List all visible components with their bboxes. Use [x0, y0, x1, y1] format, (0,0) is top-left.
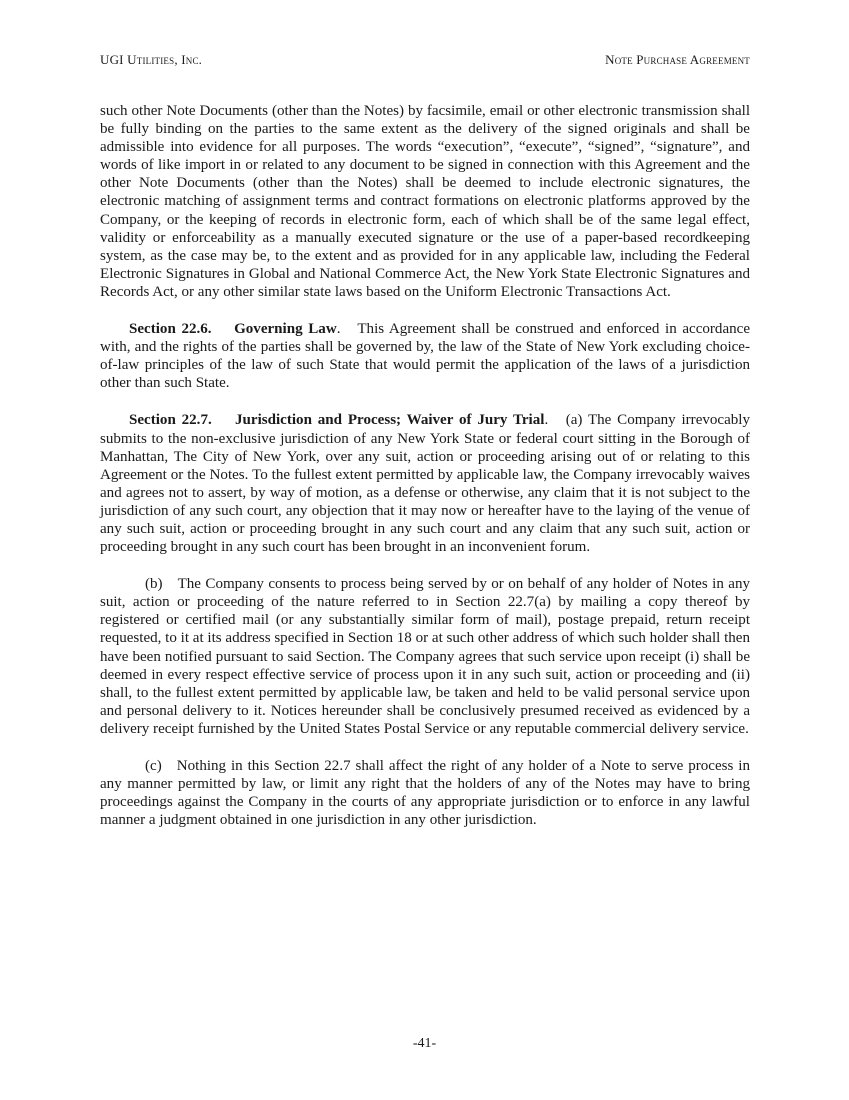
section-22-6-paragraph: Section 22.6. Governing Law. This Agreement shall be construed and enforced in accordance with, and the rights of the parties shall be governed by, the law of the State of New York excluding choice-of-law principles of the law of such State that would permit the application of the laws of a jurisdiction other than such State. — [100, 321, 751, 392]
header-company-name: UGI Utilities, Inc. — [100, 52, 203, 67]
section-22-7-paragraph-a: Section 22.7. Jurisdiction and Process; Waiver of Jury Trial. (a) The Company irrevocably submits to the non-exclusive jurisdiction of any New York State or federal court sitting in the Borough of Manhattan, The City of New York, over any suit, action or proceeding arising out of or relating to this Agreement or the Notes. To the fullest extent permitted by applicable law, the Company irrevocably waives and agrees not to assert, by way of motion, as a defense or otherwise, any claim that it is not subject to the jurisdiction of any such court, any objection that it may now or hereafter have to the laying of the venue of any such suit, action or proceeding brought in any such court and any claim that any such suit, action or proceeding brought in any such court has been brought in an inconvenient forum. — [100, 412, 751, 556]
section-22-7-number: Section 22.7. — [129, 412, 212, 429]
section-22-6-text: This Agreement shall be construed and enforced in accordance with, and the rights of the parties shall be governed by, the law of the State of New York excluding choice-of-law principles of the law of such State that would permit the application of the laws of a jurisdiction other than such State. — [100, 321, 751, 392]
section-22-7-title: Jurisdiction and Process; Waiver of Jury Trial — [235, 412, 545, 429]
continuation-paragraph: such other Note Documents (other than the Notes) by facsimile, email or other electronic transmission shall be fully binding on the parties to the same extent as the delivery of the signed originals and shall be admissible into evidence for all purposes. The words “execution”, “execute”, “signed”, “signature”, and words of like import in or related to any document to be signed in connection with this Agreement and the other Note Documents (other than the Notes) shall be deemed to include electronic signatures, the electronic matching of assignment terms and contract formations on electronic platforms approved by the Company, or the keeping of records in electronic form, each of which shall be of the same legal effect, validity or enforceability as a manually executed signature or the use of a paper-based recordkeeping system, as the case may be, to the extent and as provided for in any applicable law, including the Federal Electronic Signatures in Global and National Commerce Act, the New York State Electronic Signatures and Records Act, or any other similar state laws based on the Uniform Electronic Transactions Act. — [100, 103, 750, 300]
section-22-6-title: Governing Law — [234, 321, 337, 338]
header-document-title: Note Purchase Agreement — [605, 52, 750, 67]
section-22-7-paragraph-c: (c) Nothing in this Section 22.7 shall affect the right of any holder of a Note to serve process in any manner permitted by law, or limit any right that the holders of any of the Notes may have to bring proceedings against the Company in the courts of any appropriate jurisdiction or to enforce in any lawful manner a judgment obtained in one jurisdiction in any other jurisdiction. — [100, 758, 750, 829]
page-header — [100, 52, 750, 72]
page-number: -41- — [412, 1036, 437, 1051]
section-22-7-text-a: (a) The Company irrevocably submits to the non-exclusive jurisdiction of any New York State or federal court sitting in the Borough of Manhattan, The City of New York, over any suit, action or proceeding arising out of or relating to this Agreement or the Notes. To the fullest extent permitted by applicable law, the Company irrevocably waives and agrees not to assert, by way of motion, as a defense or otherwise, any claim that it is not subject to the jurisdiction of any such court, any objection that it may now or hereafter have to the laying of the venue of any such suit, action or proceeding brought in any such court and any claim that any such suit, action or proceeding brought in any such court has been brought in an inconvenient forum. — [100, 412, 751, 556]
section-22-6-number: Section 22.6. — [129, 321, 212, 338]
document-body — [100, 102, 750, 848]
section-22-7-paragraph-b: (b) The Company consents to process being served by or on behalf of any holder of Notes in any suit, action or proceeding of the nature referred to in Section 22.7(a) by mailing a copy thereof by registered or certified mail (or any substantially similar form of mail), postage prepaid, return receipt requested, to it at its address specified in Section 18 or at such other address of which such holder shall then have been notified pursuant to said Section. The Company agrees that such service upon receipt (i) shall be deemed in every respect effective service of process upon it in any such suit, action or proceeding and (ii) shall, to the fullest extent permitted by applicable law, be taken and held to be valid personal service upon and personal delivery to it. Notices hereunder shall be conclusively presumed received as evidenced by a delivery receipt furnished by the United States Postal Service or any reputable commercial delivery service. — [100, 576, 750, 737]
